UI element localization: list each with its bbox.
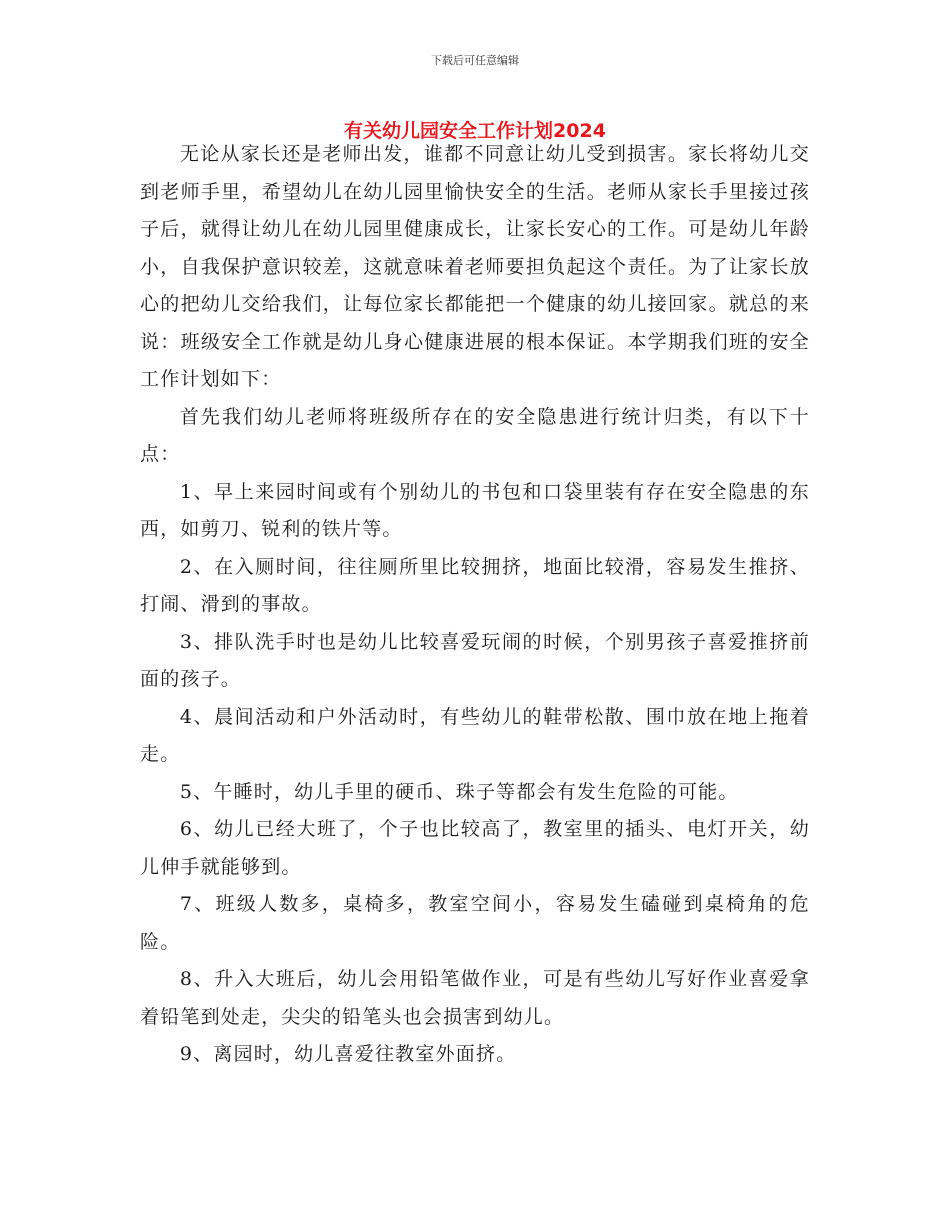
- list-item-7: 7、班级人数多，桌椅多，教室空间小，容易发生磕碰到桌椅角的危险。: [140, 893, 810, 953]
- header-note: 下载后可任意编辑: [431, 54, 519, 67]
- document-body: [140, 136, 810, 1074]
- list-item-1: 1、早上来园时间或有个别幼儿的书包和口袋里装有存在安全隐患的东西，如剪刀、锐利的铁片等。: [140, 480, 810, 540]
- paragraph-summary: 首先我们幼儿老师将班级所存在的安全隐患进行统计归类，有以下十点：: [140, 405, 810, 465]
- list-item-6: 6、幼儿已经大班了，个子也比较高了，教室里的插头、电灯开关，幼儿伸手就能够到。: [140, 818, 810, 878]
- list-item-5: 5、午睡时，幼儿手里的硬币、珠子等都会有发生危险的可能。: [179, 780, 739, 803]
- list-item-8: 8、升入大班后，幼儿会用铅笔做作业，可是有些幼儿写好作业喜爱拿着铅笔到处走，尖尖的铅笔头也会损害到幼儿。: [140, 968, 810, 1028]
- document-title: 有关幼儿园安全工作计划2024: [344, 120, 606, 142]
- list-item-9: 9、离园时，幼儿喜爱往教室外面挤。: [179, 1043, 517, 1065]
- list-item-3: 3、排队洗手时也是幼儿比较喜爱玩闹的时候，个别男孩子喜爱推挤前面的孩子。: [140, 630, 810, 690]
- list-item-2: 2、在入厕时间，往往厕所里比较拥挤，地面比较滑，容易发生推挤、打闹、滑到的事故。: [140, 555, 810, 615]
- paragraph-intro: 无论从家长还是老师出发，谁都不同意让幼儿受到损害。家长将幼儿交到老师手里，希望幼儿在幼儿园里愉快安全的生活。老师从家长手里接过孩子后，就得让幼儿在幼儿园里健康成长，让家长安心的工作。可是幼儿年龄小，自我保护意识较差，这就意味着老师要担负起这个责任。为了让家长放心的把幼儿交给我们，让每位家长都能把一个健康的幼儿接回家。就总的来说：班级安全工作就是幼儿身心健康进展的根本保证。本学期我们班的安全工作计划如下：: [140, 143, 810, 390]
- list-item-4: 4、晨间活动和户外活动时，有些幼儿的鞋带松散、围巾放在地上拖着走。: [140, 705, 810, 765]
